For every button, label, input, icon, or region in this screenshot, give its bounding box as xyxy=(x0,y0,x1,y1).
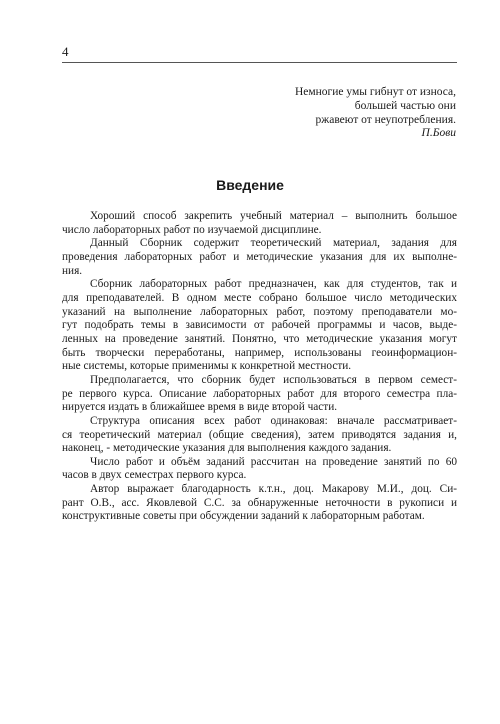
paragraph-line: указаний на выполнение лабораторных работ, поэтому преподаватели мо- xyxy=(62,305,457,318)
paragraph-line: Данный Сборник содержит теоретический материал, задания для xyxy=(90,237,457,250)
paragraph-line: проведения лабораторных работ и методические указания для их выполне- xyxy=(62,250,457,263)
paragraph-line: Предполагается, что сборник будет использоваться в первом семест- xyxy=(90,373,457,386)
paragraph-line: конструктивные советы при обсуждении заданий к лабораторным работам. xyxy=(62,510,425,523)
paragraph-line: ные системы, которые применимы к конкретной местности. xyxy=(62,360,352,373)
paragraph xyxy=(62,278,457,374)
header-rule xyxy=(62,62,457,63)
epigraph xyxy=(196,86,456,141)
paragraph xyxy=(62,237,457,278)
paragraph-line: быть творчески переработаны, например, использованы геоинформацион- xyxy=(62,346,457,359)
section-title: Введение xyxy=(216,177,284,193)
paragraph-line: ре первого курса. Описание лабораторных работ для второго семестра пла- xyxy=(62,387,457,400)
body-text xyxy=(62,210,457,524)
paragraph-line: рант О.В., асс. Яковлевой С.С. за обнаруженные неточности в рукописи и xyxy=(62,496,457,509)
page-number: 4 xyxy=(62,44,69,59)
paragraph xyxy=(62,210,457,237)
paragraph xyxy=(62,374,457,415)
paragraph-line: Сборник лабораторных работ предназначен, как для студентов, так и xyxy=(90,278,457,291)
paragraph-line: Структура описания всех работ одинаковая: вначале рассматривает- xyxy=(90,414,457,427)
epigraph-line: ржавеют от неупотребления. xyxy=(315,113,456,126)
epigraph-line: Немногие умы гибнут от износа, xyxy=(294,86,456,98)
epigraph-line: большей частью они xyxy=(354,99,456,112)
paragraph-line: число лабораторных работ по изучаемой дисциплине. xyxy=(62,223,322,236)
paragraph-line: ния. xyxy=(62,264,83,277)
paragraph-line: ленных на проведение занятий. Понятно, что методические указания могут xyxy=(62,332,457,345)
paragraph-line: гут подобрать темы в зависимости от рабочей программы и часов, выде- xyxy=(62,319,457,332)
paragraph-line: Хороший способ закрепить учебный материал – выполнить большое xyxy=(90,210,457,222)
paragraph-line: ся теоретический материал (общие сведения), затем приводятся задания и, xyxy=(62,428,457,441)
paragraph-line: нируется издать в ближайшее время в виде второй части. xyxy=(62,401,338,414)
paragraph xyxy=(62,456,457,483)
epigraph-author: П.Бови xyxy=(421,127,456,140)
paragraph-line: Число работ и объём заданий рассчитан на проведение занятий по 60 xyxy=(90,455,457,468)
paragraph-line: для преподавателей. В одном месте собрано большое число методических xyxy=(62,291,457,304)
paragraph xyxy=(62,483,457,524)
paragraph xyxy=(62,415,457,456)
paragraph-line: часов в двух семестрах первого курса. xyxy=(62,469,247,482)
paragraph-line: наконец, - методические указания для выполнения каждого задания. xyxy=(62,442,392,455)
paragraph-line: Автор выражает благодарность к.т.н., доц. Макарову М.И., доц. Си- xyxy=(90,483,457,496)
